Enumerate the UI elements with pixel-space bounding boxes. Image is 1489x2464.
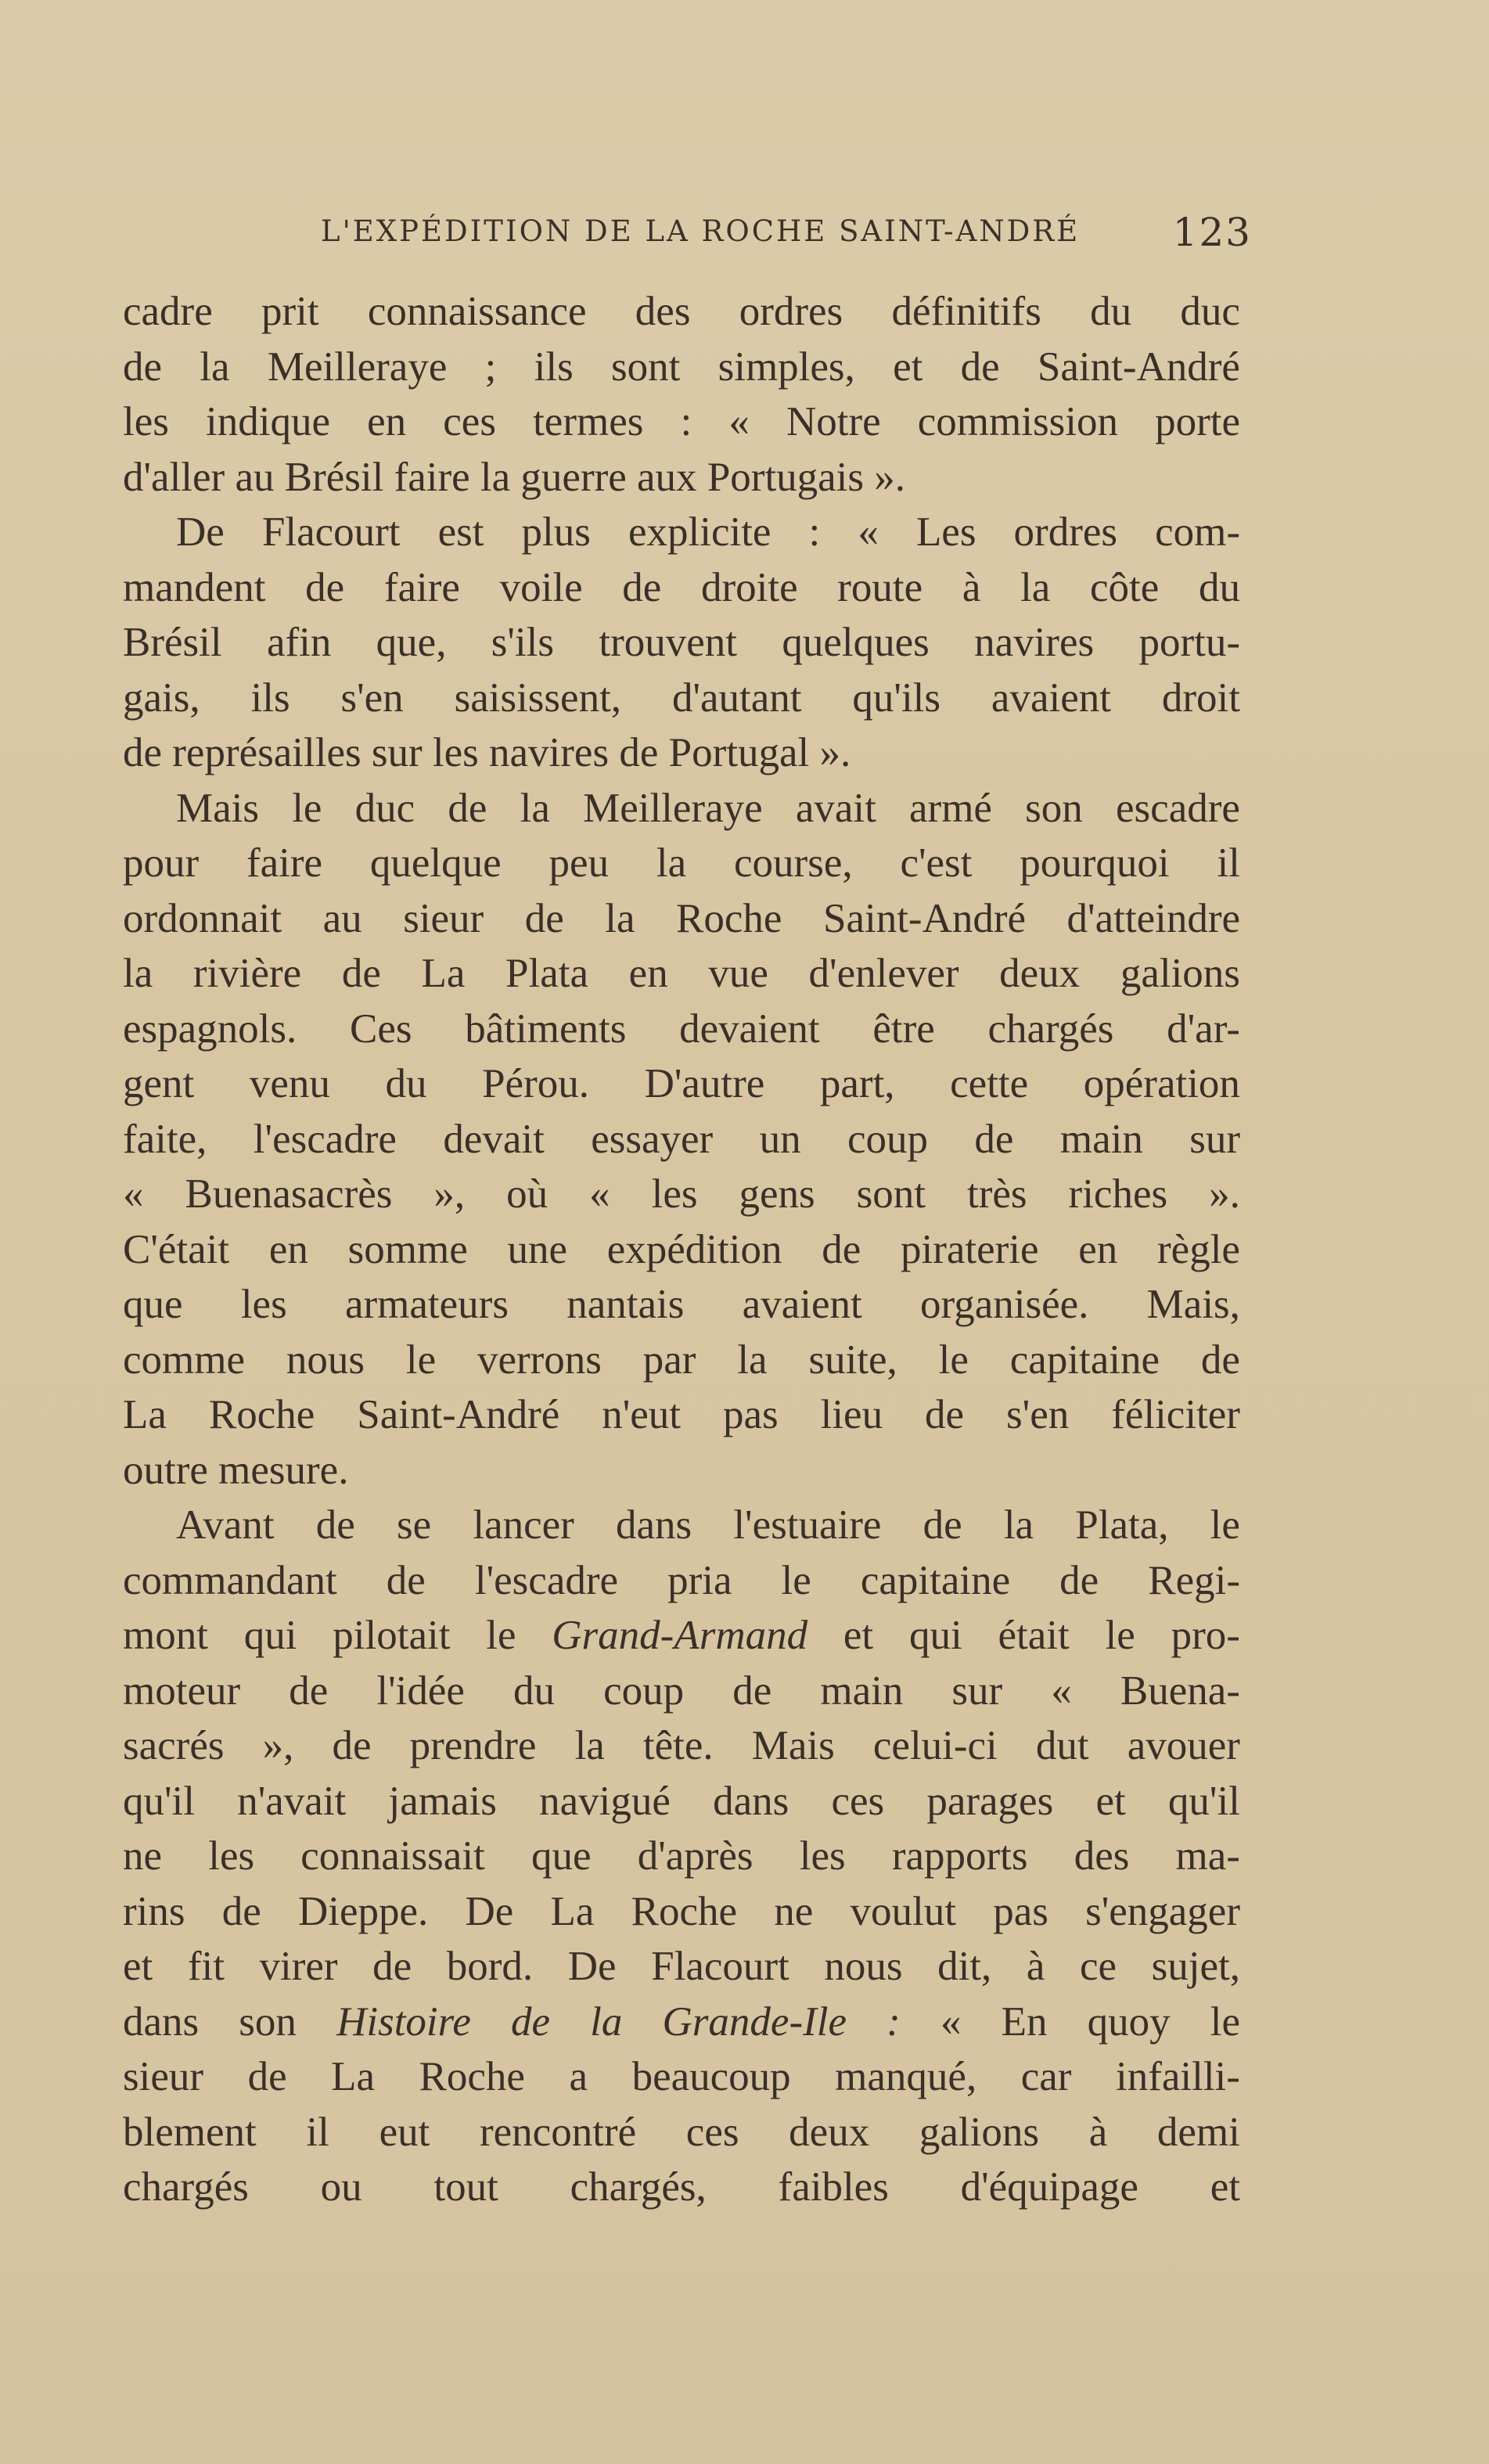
text-line: De Flacourt est plus explicite : « Les ordres com-: [176, 509, 1240, 555]
text-line: mont qui pilotait le Grand-Armand et qui était le pro-: [123, 1613, 1240, 1658]
text-line: « Buenasacrès », où « les gens sont très riches ».: [123, 1171, 1240, 1217]
text-line: et fit virer de bord. De Flacourt nous dit, à ce sujet,: [123, 1944, 1240, 1989]
text-line: mandent de faire voile de droite route à la côte du: [123, 564, 1240, 610]
text-line: dans son Histoire de la Grande-Ile : « En quoy le: [123, 1998, 1240, 2045]
text-line: espagnols. Ces bâtiments devaient être chargés d'ar-: [123, 1005, 1240, 1052]
text-line: pour faire quelque peu la course, c'est pourquoi il: [123, 840, 1240, 886]
running-title: L'EXPÉDITION DE LA ROCHE SAINT-ANDRÉ: [321, 214, 1081, 248]
text-line: ordonnait au sieur de la Roche Saint-André d'atteindre: [123, 895, 1240, 941]
page-number: 123: [1172, 210, 1252, 255]
text-line: outre mesure.: [123, 1447, 349, 1493]
text-line: les indique en ces termes : « Notre commission porte: [123, 399, 1240, 444]
text-line: sacrés », de prendre la tête. Mais celui-ci dut avouer: [123, 1723, 1240, 1768]
text-line: blement il eut rencontré ces deux galions à demi: [123, 2109, 1240, 2155]
text-line: d'aller au Brésil faire la guerre aux Portugais ».: [123, 454, 906, 500]
text-line: de la Meilleraye ; ils sont simples, et de Saint-André: [123, 344, 1240, 390]
text-line: cadre prit connaissance des ordres définitifs du duc: [123, 289, 1240, 334]
text-line: C'était en somme une expédition de piraterie en règle: [123, 1226, 1240, 1272]
text-line: chargés ou tout chargés, faibles d'équipage et: [123, 2164, 1240, 2210]
text-line: Avant de se lancer dans l'estuaire de la Plata, le: [176, 1502, 1240, 1548]
text-line: commandant de l'escadre pria le capitaine de Regi-: [123, 1557, 1240, 1603]
text-line: gent venu du Pérou. D'autre part, cette opération: [123, 1061, 1240, 1106]
text-line: sieur de La Roche a beaucoup manqué, car infailli-: [123, 2054, 1240, 2099]
text-line: faite, l'escadre devait essayer un coup de main sur: [123, 1116, 1240, 1162]
text-line: de représailles sur les navires de Portugal ».: [123, 730, 851, 775]
text-line: moteur de l'idée du coup de main sur « Buena-: [123, 1667, 1240, 1714]
text-line: gais, ils s'en saisissent, d'autant qu'ils avaient droit: [123, 674, 1240, 721]
text-line: Mais le duc de la Meilleraye avait armé son escadre: [176, 785, 1240, 831]
body-text: [123, 284, 1240, 2215]
page-header: [125, 205, 1252, 260]
text-line: La Roche Saint-André n'eut pas lieu de s'en féliciter: [123, 1392, 1240, 1437]
text-line: comme nous le verrons par la suite, le capitaine de: [123, 1336, 1240, 1383]
text-line: ne les connaissait que d'après les rapports des ma-: [123, 1833, 1240, 1879]
text-line: rins de Dieppe. De La Roche ne voulut pas s'engager: [123, 1888, 1240, 1934]
text-line: Brésil afin que, s'ils trouvent quelques navires portu-: [123, 620, 1240, 665]
text-line: qu'il n'avait jamais navigué dans ces parages et qu'il: [123, 1778, 1240, 1824]
text-line: que les armateurs nantais avaient organisée. Mais,: [123, 1282, 1240, 1327]
text-line: la rivière de La Plata en vue d'enlever deux galions: [123, 951, 1240, 996]
